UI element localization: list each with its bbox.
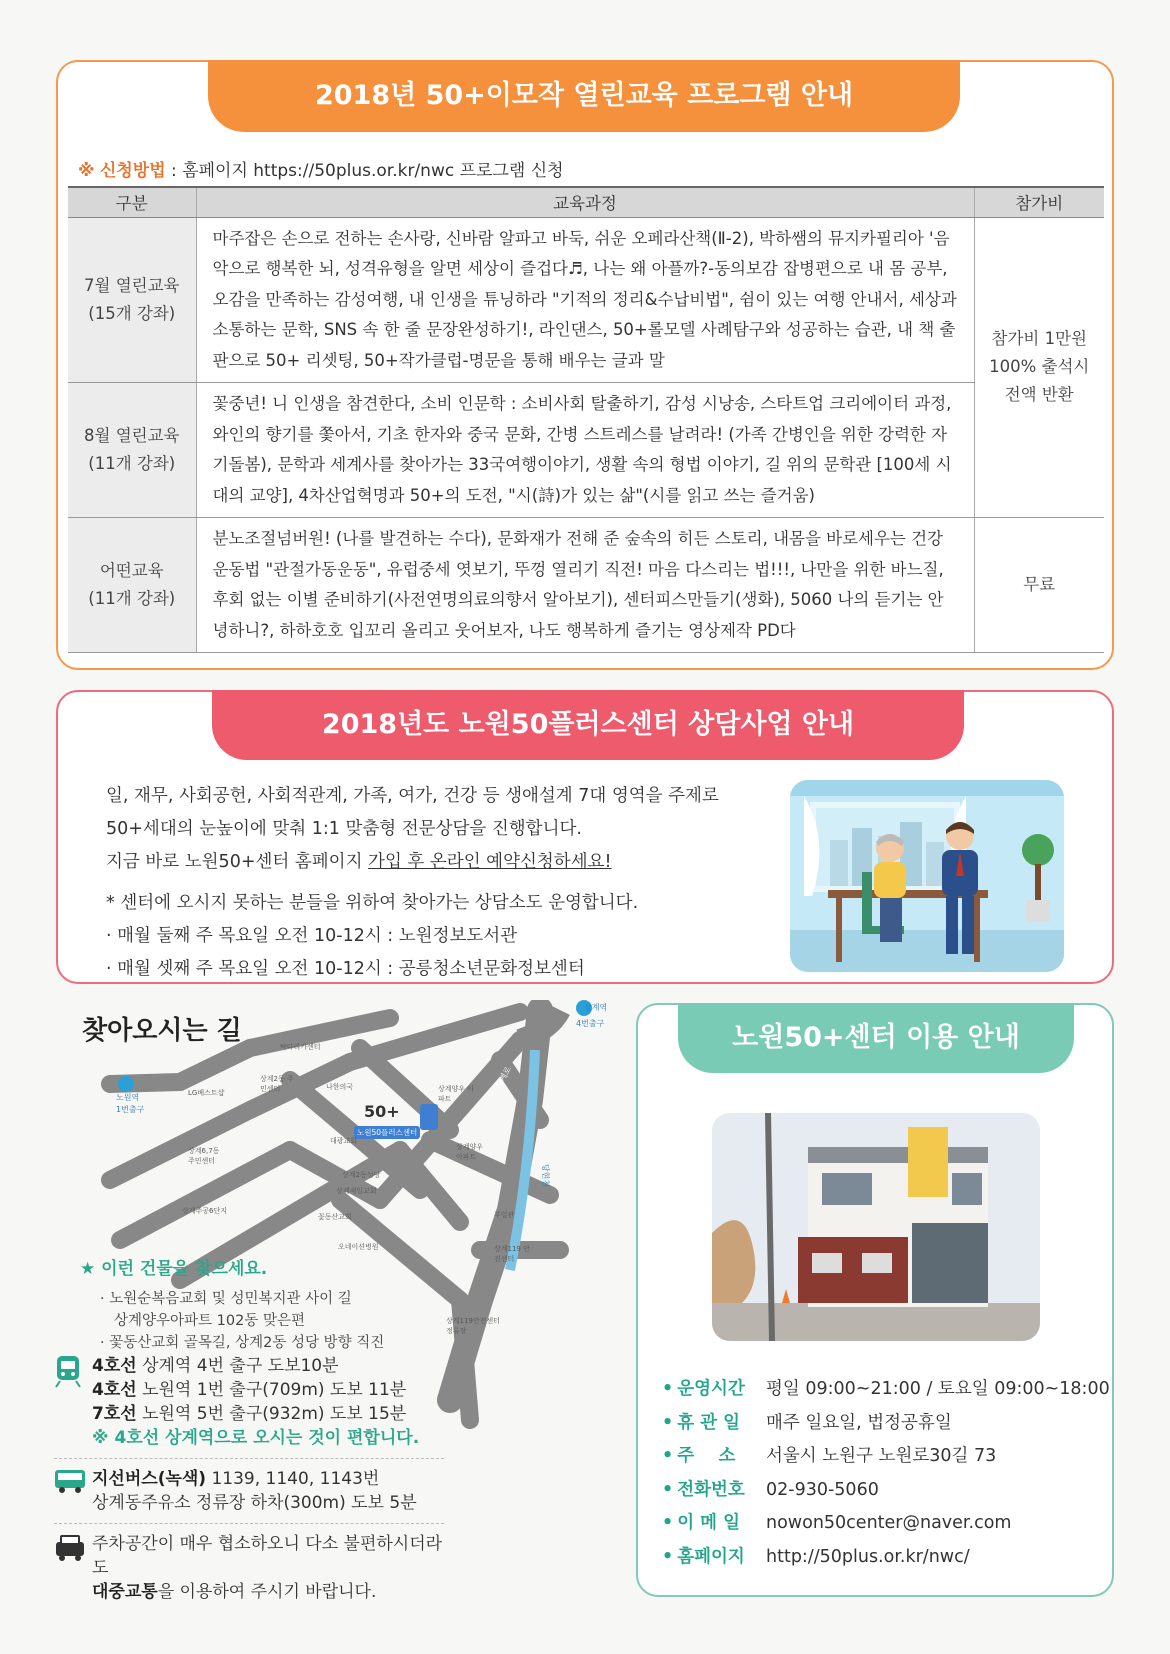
consult-title: 2018년도 노원50플러스센터 상담사업 안내 — [212, 690, 964, 760]
consult-line-text: 지금 바로 노원50+센터 홈페이지 — [106, 852, 369, 872]
info-key: 홈페이지 — [677, 1546, 745, 1567]
info-row — [662, 1373, 1110, 1407]
category-count: (11개 강좌) — [88, 454, 176, 473]
bus-icon — [54, 1467, 92, 1515]
header-course: 교육과정 — [196, 187, 974, 217]
consult-bullet: · 매월 둘째 주 목요일 오전 10-12시 : 노원정보도서관 — [106, 926, 518, 946]
map-place: 상계6,7동 주민센터 — [188, 1147, 220, 1165]
consult-line: 50+세대의 눈높이에 맞춰 1:1 맞춤형 전문상담을 진행합니다. — [106, 819, 582, 839]
consult-text — [106, 780, 719, 986]
row-category — [68, 518, 196, 653]
nowon-station-icon — [118, 1076, 134, 1092]
bullet-icon: • — [662, 1479, 674, 1500]
row-category — [68, 217, 196, 383]
route-text: 노원역 1번 출구(709m) 도보 11분 — [136, 1380, 407, 1400]
row-category — [68, 383, 196, 518]
consult-line: 일, 재무, 사회공헌, 사회적관계, 가족, 여가, 건강 등 생애설계 7대 영역을 주제로 — [106, 786, 719, 806]
bullet-icon: • — [662, 1412, 674, 1433]
map-place: LG베스트샵 — [188, 1089, 225, 1097]
map-place: 나한의국 — [326, 1083, 354, 1091]
landmark-line: · 꽃동산교회 골목길, 상계2동 성당 방향 직진 — [100, 1335, 385, 1351]
fee-free: 무료 — [974, 518, 1104, 653]
map-place: 상계제일교회 — [336, 1187, 377, 1195]
row-description: 마주잡은 손으로 전하는 손사랑, 신바람 알파고 바둑, 쉬운 오페라산책(Ⅱ-2), 박하쌤의 뮤지카필리아 '음악으로 행복한 뇌, 성격유형을 알면 세상이 즐겁다♬, 나는 왜 아플까?-동의보감 잡병편으로 내 몸 공부, 오감을 만족하는 감성여행, 내 인생을 튜닝하라 "기적의 정리&수납비법", 쉼이 있는 여행 안내서, 세상과 소통하는 문학, SNS 속 한 줄 문장완성하기!, 라인댄스, 50+롤모델 사례탐구와 성공하는 습관, 내 책 출판으로 50+ 리셋팅, 50+작가클럽-명문을 통해 배우는 글과 말 — [196, 217, 974, 383]
row-description: 꽃중년! 니 인생을 참견한다, 소비 인문학 : 소비사회 탈출하기, 감성 시낭송, 스타트업 크리에이터 과정, 와인의 향기를 쫓아서, 기초 한자와 중국 문화, 간병 스트레스를 날려라! (가족 간병인을 위한 강력한 자기돌봄), 문학과 세계사를 찾아가는 33국여행이야기, 생활 속의 형법 이야기, 길 위의 문학관 [100세 시대의 교양], 4차산업혁명과 50+의 도전, "시(詩)가 있는 삶"(시를 읽고 쓰는 즐거움) — [196, 383, 974, 518]
map-place: 상계2동성당 — [342, 1171, 381, 1179]
sanggye-station-label: 상계역 — [584, 1003, 608, 1012]
info-row — [662, 1407, 1110, 1441]
info-row — [662, 1541, 1110, 1575]
bus-type: 지선버스(녹색) — [92, 1469, 207, 1489]
program-table — [68, 186, 1104, 653]
consult-line — [106, 846, 719, 879]
landmark-title: ★ 이런 건물을 찾으세요. — [80, 1259, 268, 1279]
map-place: 상계2동 주민센터 — [260, 1075, 294, 1093]
signup-label: 신청방법 — [99, 161, 166, 181]
info-key: 휴 관 일 — [677, 1412, 741, 1433]
subway-line — [92, 1354, 419, 1378]
stream-label: 당현천 — [541, 1163, 551, 1188]
center-label: 노원50플러스센터 — [354, 1126, 420, 1139]
signup-link[interactable]: 가입 후 온라인 예약신청하세요! — [368, 852, 612, 872]
map-place: 대광교회 — [330, 1137, 358, 1145]
map-place: 상계119 안전센터 — [494, 1245, 530, 1263]
subway-note: ※ 4호선 상계역으로 오시는 것이 편합니다. — [92, 1428, 420, 1448]
map-place: 부일관 — [494, 1211, 515, 1219]
bus-stop: 상계동주유소 정류장 하차(300m) 도보 5분 — [92, 1493, 417, 1513]
usage-title: 노원50+센터 이용 안내 — [678, 1003, 1074, 1073]
category-name: 7월 열린교육 — [84, 275, 180, 295]
info-key: 이 메 일 — [677, 1513, 741, 1533]
signup-mark: ※ — [78, 161, 95, 181]
center-building-icon — [420, 1104, 438, 1130]
route-text: 노원역 5번 출구(932m) 도보 15분 — [136, 1404, 407, 1424]
subway-line — [92, 1378, 419, 1402]
bullet-icon: • — [662, 1546, 674, 1567]
landmark-guide — [80, 1258, 384, 1354]
map-place: 상계양우 아파트 — [456, 1143, 484, 1161]
line-name: 7호선 — [92, 1404, 137, 1424]
fee-line: 100% 출석시 — [989, 357, 1090, 377]
bus-info — [54, 1459, 444, 1524]
transport-info — [54, 1346, 444, 1612]
consult-note: * 센터에 오시지 못하는 분들을 위하여 찾아가는 상담소도 운영합니다. — [106, 893, 639, 913]
center-building-photo — [712, 1113, 1040, 1341]
fee-line: 참가비 1만원 — [991, 329, 1087, 349]
subway-line — [92, 1402, 419, 1426]
program-title: 2018년 50+이모작 열린교육 프로그램 안내 — [208, 60, 960, 132]
subway-icon — [54, 1354, 92, 1450]
bus-line — [92, 1467, 417, 1491]
map-place: 탁다리카센터 — [280, 1043, 321, 1051]
map-place: 꽃동산교회 — [318, 1213, 352, 1221]
fee-paid — [974, 217, 1104, 518]
opening-hours: 평일 09:00~21:00 / 토요일 09:00~18:00 — [766, 1379, 1110, 1399]
line-name: 4호선 — [92, 1356, 137, 1376]
category-count: (11개 강좌) — [88, 589, 176, 608]
parking-note: 주차공간이 매우 협소하오니 다소 불편하시더라도 — [92, 1534, 443, 1578]
usage-info — [662, 1373, 1110, 1574]
bus-numbers: 1139, 1140, 1143번 — [206, 1469, 380, 1489]
road-label: 상계로 — [494, 1065, 514, 1090]
transit-emphasis: 대중교통 — [92, 1582, 158, 1602]
line-name: 4호선 — [92, 1380, 137, 1400]
subway-info — [54, 1346, 444, 1459]
landmark-line: · 노원순복음교회 및 성민복지관 사이 길 — [100, 1291, 352, 1307]
bullet-icon: • — [662, 1446, 674, 1466]
car-info — [54, 1524, 444, 1612]
bullet-icon: • — [662, 1513, 674, 1533]
table-row — [68, 217, 1104, 383]
phone-number[interactable]: 02-930-5060 — [766, 1479, 879, 1500]
bullet-icon: • — [662, 1379, 674, 1399]
landmark-line: 상계양우아파트 102동 맞은편 — [114, 1313, 305, 1329]
map-place: 오네이션병원 — [338, 1243, 379, 1251]
row-description: 분노조절넘버원! (나를 발견하는 수다), 문화재가 전해 준 숲속의 히든 스토리, 내몸을 바로세우는 건강운동법 "관절가동운동", 유럽중세 엿보기, 뚜껑 열리기 직전! 마음 다스리는 법!!!, 나만을 위한 바느질, 후회 없는 이별 준비하기(사전연명의료의향서 알아보기), 센터피스만들기(생화), 5060 나의 듣기는 안녕하니?, 하하호호 입꼬리 올리고 웃어보자, 나도 행복하게 즐기는 영상제작 PD다 — [196, 518, 974, 653]
table-header-row — [68, 187, 1104, 217]
map-place: 상계119안전센터 정류장 — [446, 1317, 500, 1335]
map-place: 상계양우 아파트 — [438, 1085, 475, 1103]
consult-panel — [56, 690, 1114, 984]
info-row — [662, 1474, 1110, 1508]
category-name: 8월 열린교육 — [84, 426, 180, 445]
nowon-station-label: 노원역 — [116, 1093, 140, 1102]
car-icon — [54, 1532, 92, 1604]
category-count: (15개 강좌) — [88, 303, 176, 323]
info-key: 전화번호 — [677, 1479, 745, 1500]
program-panel — [56, 60, 1114, 670]
table-row — [68, 518, 1104, 653]
info-row — [662, 1507, 1110, 1541]
closed-days: 매주 일요일, 법정공휴일 — [766, 1412, 952, 1433]
directions-title: 찾아오시는 길 — [82, 1016, 242, 1046]
address: 서울시 노원구 노원로30길 73 — [766, 1446, 997, 1466]
info-key: 운영시간 — [677, 1379, 745, 1399]
parking-text: 을 이용하여 주시기 바랍니다. — [157, 1582, 377, 1602]
exit4-label: 4번출구 — [576, 1019, 605, 1028]
center-logo: 50+ — [364, 1102, 400, 1121]
table-row — [68, 383, 1104, 518]
info-row — [662, 1440, 1110, 1474]
signup-text: : 홈페이지 https://50plus.or.kr/nwc 프로그램 신청 — [171, 161, 564, 181]
fee-line: 전액 반환 — [1004, 385, 1074, 405]
consultation-illustration — [790, 780, 1064, 972]
email-link[interactable]: nowon50center@naver.com — [766, 1513, 1012, 1533]
category-name: 어떤교육 — [99, 561, 164, 580]
signup-line — [78, 156, 564, 181]
exit1-label: 1번출구 — [116, 1105, 145, 1114]
usage-panel — [636, 1003, 1114, 1597]
map-place: 상계주공6단지 — [182, 1207, 228, 1215]
consult-bullet: · 매월 셋째 주 목요일 오전 10-12시 : 공릉청소년문화정보센터 — [106, 959, 585, 979]
parking-note — [92, 1580, 444, 1604]
route-text: 상계역 4번 출구 도보10분 — [136, 1356, 339, 1376]
header-category: 구분 — [68, 187, 196, 217]
homepage-link[interactable]: http://50plus.or.kr/nwc/ — [766, 1546, 970, 1567]
header-fee: 참가비 — [974, 187, 1104, 217]
info-key: 주 소 — [677, 1446, 736, 1466]
